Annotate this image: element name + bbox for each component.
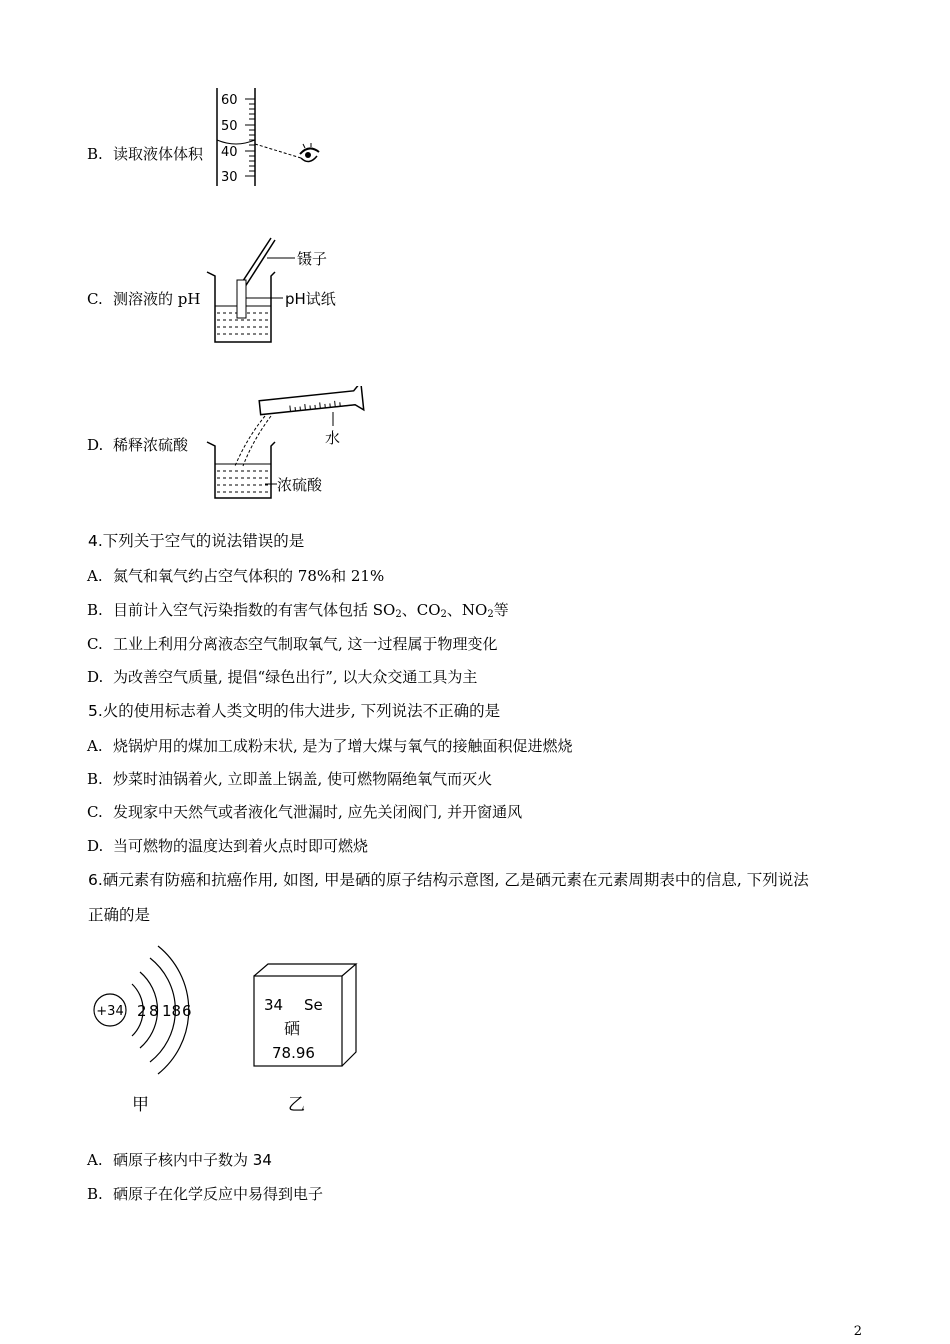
q5-option-b	[87, 769, 492, 789]
option-letter: B.	[87, 145, 103, 163]
question-text: 下列关于空气的说法错误的是	[102, 532, 305, 550]
question-text: 火的使用标志着人类文明的伟大进步, 下列说法不正确的是	[102, 702, 501, 720]
option-letter: D.	[87, 436, 104, 454]
q6-option-b	[87, 1184, 323, 1204]
option-text: 发现家中天然气或者液化气泄漏时, 应先关闭阀门, 并开窗通风	[113, 803, 523, 821]
page-number: 2	[853, 1324, 862, 1339]
option-letter: A.	[87, 737, 103, 755]
q5-option-d	[87, 836, 368, 856]
subscript: 2	[440, 609, 447, 620]
option-letter: A.	[87, 567, 103, 585]
option-text: 测溶液的 pH	[113, 290, 201, 308]
tick-label: 50	[221, 119, 238, 134]
eye-icon	[300, 143, 319, 162]
question-text: 正确的是	[88, 906, 151, 924]
atomic-mass: 78.96	[272, 1044, 315, 1062]
option-text: 稀释浓硫酸	[113, 436, 189, 454]
option-letter: D.	[87, 837, 104, 855]
ph-test-figure	[205, 232, 350, 348]
question-5-stem	[88, 701, 500, 721]
q4-option-b	[87, 600, 509, 625]
option-text: 为改善空气质量, 提倡“绿色出行”, 以大众交通工具为主	[113, 668, 478, 686]
q4-option-a	[87, 566, 384, 586]
option-letter: D.	[87, 668, 104, 686]
option-letter: B.	[87, 1185, 103, 1203]
acid-label: 浓硫酸	[277, 476, 323, 494]
option-number: 34	[252, 1151, 272, 1169]
shell-electrons: 2	[137, 1002, 147, 1020]
q3-option-b	[87, 144, 203, 164]
tick-label: 60	[221, 93, 238, 108]
tweezers-label: 镊子	[297, 250, 328, 268]
option-letter: C.	[87, 803, 103, 821]
atomic-number: 34	[264, 996, 284, 1014]
option-text: 烧锅炉用的煤加工成粉末状, 是为了增大煤与氧气的接触面积促进燃烧	[113, 737, 573, 755]
question-text: 硒元素有防癌和抗癌作用, 如图, 甲是硒的原子结构示意图, 乙是硒元素在元素周期表中的信息, 下列说法	[102, 871, 809, 889]
shell-electrons: 6	[182, 1002, 192, 1020]
q4-option-d	[87, 667, 477, 687]
dilute-acid-figure	[205, 386, 365, 504]
shell-electrons: 8	[149, 1002, 159, 1020]
subscript: 2	[487, 609, 494, 620]
option-text: 目前计入空气污染指数的有害气体包括 SO	[113, 601, 396, 619]
figure-caption: 乙	[288, 1095, 305, 1115]
question-number: 6.	[88, 871, 103, 889]
option-letter: B.	[87, 601, 103, 619]
option-text: 、NO	[446, 601, 488, 619]
question-number: 5.	[88, 702, 103, 720]
element-symbol: Se	[304, 996, 323, 1014]
option-text: 当可燃物的温度达到着火点时即可燃烧	[113, 837, 369, 855]
ph-paper-label: pH试纸	[285, 290, 336, 308]
option-text: 工业上利用分离液态空气制取氧气, 这一过程属于物理变化	[113, 635, 498, 653]
shell-electrons: 18	[162, 1002, 182, 1020]
option-text: 氮气和氧气约占空气体积的 78%和 21%	[113, 567, 385, 585]
question-6-stem	[88, 870, 809, 890]
q6-option-a	[87, 1150, 272, 1170]
option-text: 炒菜时油锅着火, 立即盖上锅盖, 使可燃物隔绝氧气而灭火	[113, 770, 493, 788]
q4-option-c	[87, 634, 498, 654]
tick-label: 40	[221, 145, 238, 160]
periodic-table-cell-figure	[250, 962, 362, 1118]
option-letter: C.	[87, 635, 103, 653]
graduated-cylinder-reading-figure	[205, 86, 335, 190]
option-text: 硒原子在化学反应中易得到电子	[113, 1185, 324, 1203]
q3-option-d	[87, 435, 188, 455]
q5-option-c	[87, 802, 522, 822]
option-letter: A.	[87, 1151, 103, 1169]
q3-option-c	[87, 289, 200, 309]
option-text: 硒原子核内中子数为	[113, 1151, 253, 1169]
atomic-structure-figure	[86, 938, 216, 1118]
question-4-stem	[88, 531, 304, 551]
figure-caption: 甲	[132, 1095, 149, 1115]
water-label: 水	[325, 429, 341, 447]
option-letter: C.	[87, 290, 103, 308]
option-text: 读取液体体积	[113, 145, 204, 163]
question-6-stem-continued	[88, 905, 150, 925]
question-number: 4.	[88, 532, 103, 550]
option-letter: B.	[87, 770, 103, 788]
element-name: 硒	[284, 1019, 301, 1038]
option-text: 等	[493, 601, 509, 619]
option-text: 、CO	[401, 601, 441, 619]
q5-option-a	[87, 736, 573, 756]
nucleus-label: +34	[96, 1004, 124, 1019]
subscript: 2	[395, 609, 402, 620]
tick-label: 30	[221, 170, 238, 185]
